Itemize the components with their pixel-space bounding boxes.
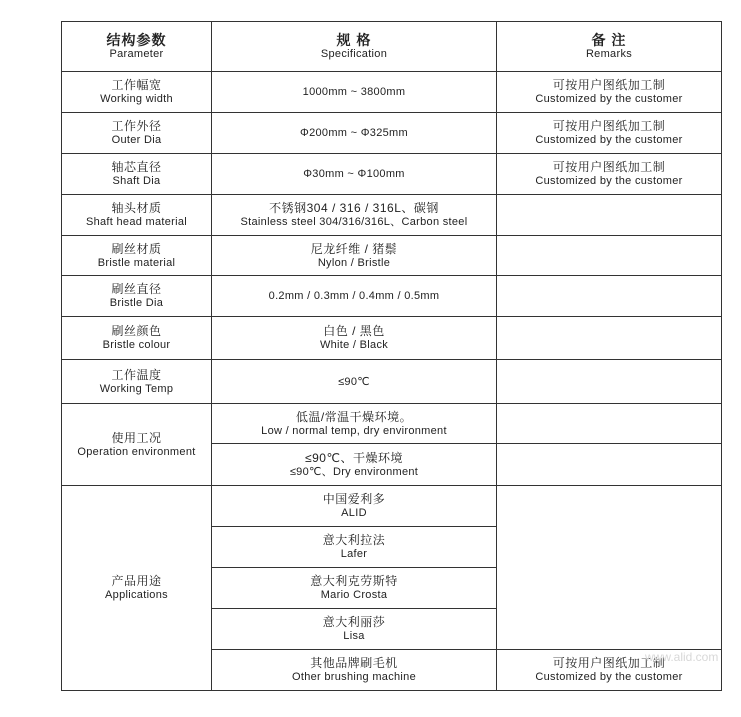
row-remark: 可按用户图纸加工制 Customized by the customer — [497, 154, 722, 195]
row-remark: 可按用户图纸加工制 Customized by the customer — [497, 113, 722, 154]
row-label: 刷丝直径 Bristle Dia — [62, 276, 212, 317]
table-row — [62, 317, 722, 360]
row-spec: Φ200mm ~ Φ325mm — [212, 113, 497, 154]
row-label: 工作温度 Working Temp — [62, 360, 212, 404]
row-label: 刷丝颜色 Bristle colour — [62, 317, 212, 360]
row-spec: ≤90℃、干燥环境 ≤90℃、Dry environment — [212, 444, 497, 486]
watermark: www.alid.com — [645, 650, 719, 664]
row-spec: 意大利丽莎 Lisa — [212, 609, 497, 650]
row-label-applications: 产品用途 Applications — [62, 486, 212, 691]
row-remark — [497, 444, 722, 486]
row-label: 工作外径 Outer Dia — [62, 113, 212, 154]
row-remark — [497, 195, 722, 236]
table-row — [62, 195, 722, 236]
row-remark — [497, 276, 722, 317]
row-spec: 1000mm ~ 3800mm — [212, 72, 497, 113]
row-spec: ≤90℃ — [212, 360, 497, 404]
table-row — [62, 72, 722, 113]
row-remark: 可按用户图纸加工制 Customized by the customer — [497, 72, 722, 113]
row-label: 轴芯直径 Shaft Dia — [62, 154, 212, 195]
row-remark — [497, 360, 722, 404]
table-header-row — [62, 22, 722, 72]
row-spec: 白色 / 黑色 White / Black — [212, 317, 497, 360]
header-parameter: 结构参数 Parameter — [62, 22, 212, 72]
row-spec: 低温/常温干燥环境。 Low / normal temp, dry environment — [212, 404, 497, 444]
row-label: 刷丝材质 Bristle material — [62, 236, 212, 276]
row-label: 工作幅宽 Working width — [62, 72, 212, 113]
spec-table — [61, 21, 722, 691]
table-row — [62, 360, 722, 404]
table-row-operation — [62, 404, 722, 444]
row-label: 轴头材质 Shaft head material — [62, 195, 212, 236]
row-spec: 0.2mm / 0.3mm / 0.4mm / 0.5mm — [212, 276, 497, 317]
row-remark — [497, 486, 722, 650]
row-spec: Φ30mm ~ Φ100mm — [212, 154, 497, 195]
row-spec: 中国爱利多 ALID — [212, 486, 497, 527]
row-label-operation: 使用工况 Operation environment — [62, 404, 212, 486]
table-row-applications — [62, 486, 722, 527]
table-row — [62, 236, 722, 276]
row-spec: 意大利拉法 Lafer — [212, 527, 497, 568]
row-remark: 可按用户图纸加工制 Customized by the customer — [497, 650, 722, 691]
table-row — [62, 113, 722, 154]
row-spec: 意大利克劳斯特 Mario Crosta — [212, 568, 497, 609]
row-spec: 尼龙纤维 / 猪鬃 Nylon / Bristle — [212, 236, 497, 276]
header-remarks: 备 注 Remarks — [497, 22, 722, 72]
table-row — [62, 276, 722, 317]
row-remark — [497, 236, 722, 276]
row-remark — [497, 404, 722, 444]
row-remark — [497, 317, 722, 360]
row-spec: 其他品牌刷毛机 Other brushing machine — [212, 650, 497, 691]
row-spec: 不锈钢304 / 316 / 316L、碳钢 Stainless steel 304/316/316L、Carbon steel — [212, 195, 497, 236]
table-row — [62, 154, 722, 195]
header-specification: 规 格 Specification — [212, 22, 497, 72]
